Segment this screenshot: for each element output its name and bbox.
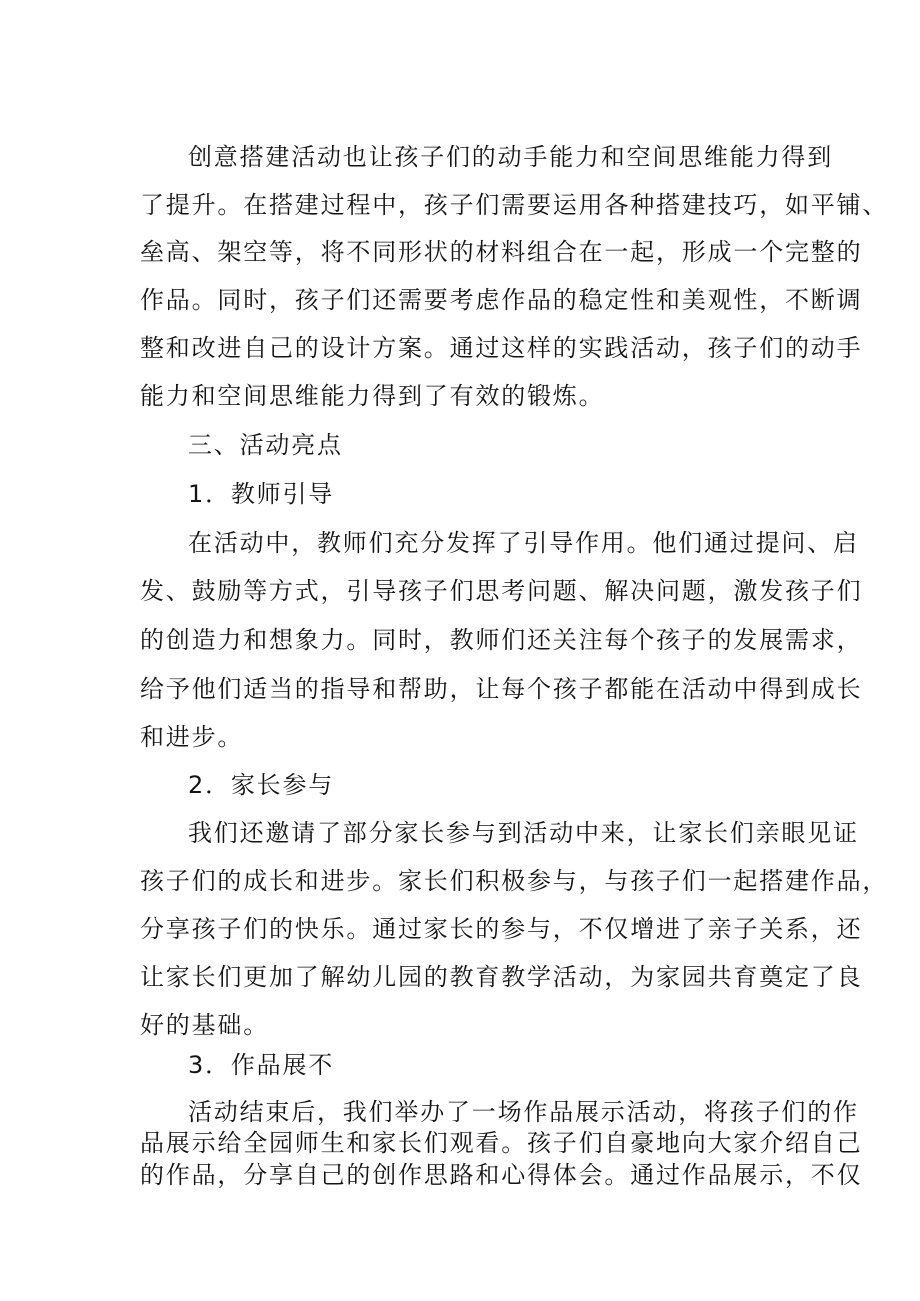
- paragraph-3-line-4: 让家长们更加了解幼儿园的教育教学活动，为家园共育奠定了良: [140, 963, 863, 991]
- paragraph-1-line-3: 垒高、架空等，将不同形状的材料组合在一起，形成一个完整的: [140, 238, 863, 266]
- paragraph-4-line-3: 的作品，分享自己的创作思路和心得体会。通过作品展示，不仅: [140, 1161, 863, 1189]
- paragraph-3-line-5: 好的基础。: [140, 1011, 269, 1039]
- paragraph-1-line-2: 了提升。在搭建过程中，孩子们需要运用各种搭建技巧，如平铺、: [140, 191, 889, 219]
- paragraph-3-line-3: 分享孩子们的快乐。通过家长的参与，不仅增进了亲子关系，还: [140, 915, 863, 943]
- paragraph-3-line-2: 孩子们的成长和进步。家长们积极参与，与孩子们一起搭建作品，: [140, 867, 889, 895]
- section-heading: 三、活动亮点: [188, 431, 343, 459]
- item-2-heading: 2．家长参与: [188, 771, 335, 799]
- paragraph-2-line-2: 发、鼓励等方式，引导孩子们思考问题、解决问题，激发孩子们: [140, 577, 863, 605]
- paragraph-4-line-2: 品展示给全园师生和家长们观看。孩子们自豪地向大家介绍自己: [140, 1129, 863, 1157]
- paragraph-1-line-4: 作品。同时，孩子们还需要考虑作品的稳定性和美观性，不断调: [140, 286, 863, 314]
- paragraph-2-line-4: 给予他们适当的指导和帮助，让每个孩子都能在活动中得到成长: [140, 675, 863, 703]
- paragraph-3-line-1: 我们还邀请了部分家长参与到活动中来，让家长们亲眼见证: [188, 819, 859, 847]
- item-3-heading: 3．作品展不: [188, 1051, 335, 1079]
- item-1-heading: 1．教师引导: [188, 480, 335, 508]
- paragraph-1-line-6: 能力和空间思维能力得到了有效的锻炼。: [140, 382, 605, 410]
- paragraph-2-line-3: 的创造力和想象力。同时，教师们还关注每个孩子的发展需求，: [140, 626, 863, 654]
- paragraph-1-line-5: 整和改进自己的设计方案。通过这样的实践活动，孩子们的动手: [140, 334, 863, 362]
- paragraph-1-line-1: 创意搭建活动也让孩子们的动手能力和空间思维能力得到: [188, 143, 833, 171]
- paragraph-2-line-1: 在活动中，教师们充分发挥了引导作用。他们通过提问、启: [188, 529, 859, 557]
- paragraph-4-line-1: 活动结束后，我们举办了一场作品展示活动，将孩子们的作: [188, 1098, 859, 1126]
- paragraph-2-line-5: 和进步。: [140, 723, 244, 751]
